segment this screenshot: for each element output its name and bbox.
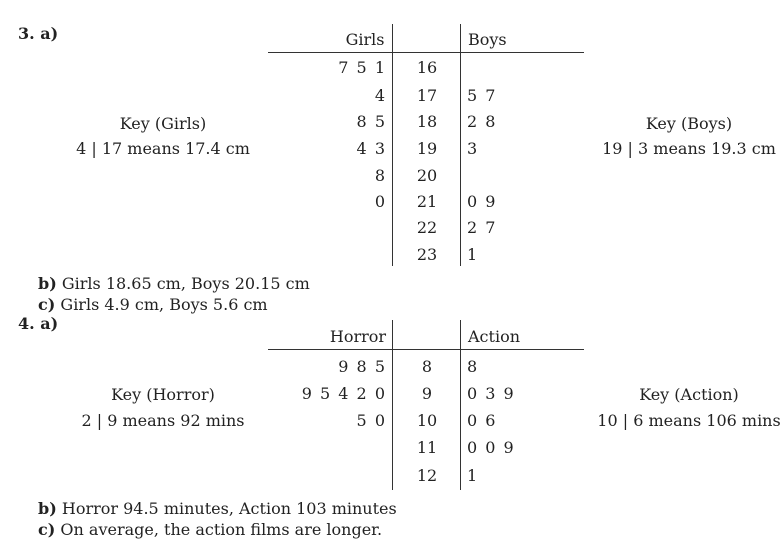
key-action-text: 10 | 6 means 106 mins — [597, 411, 781, 430]
stem-10: 10 — [416, 411, 438, 430]
q4-part-c: c) On average, the action films are longer. — [38, 520, 383, 539]
key-action-title: Key (Action) — [639, 385, 739, 404]
q4-right-divider — [460, 320, 461, 490]
stem-18: 18 — [416, 112, 438, 131]
key-boys-title: Key (Boys) — [645, 114, 733, 133]
q3-header-rule — [268, 52, 584, 53]
stem-23: 23 — [416, 245, 438, 264]
boys-leaf-23: 1 — [467, 245, 478, 264]
girls-leaf-18: 8 5 — [356, 112, 385, 131]
horror-leaf-8: 9 8 5 — [338, 357, 385, 376]
stem-17: 17 — [416, 86, 438, 105]
q3-left-divider — [392, 24, 393, 266]
girls-leaf-21: 0 — [374, 192, 385, 211]
stem-12: 12 — [416, 466, 438, 485]
boys-leaf-18: 2 8 — [467, 112, 496, 131]
stem-11: 11 — [416, 438, 438, 457]
action-leaf-9: 0 3 9 — [467, 384, 514, 403]
key-horror-text: 2 | 9 means 92 mins — [81, 411, 245, 430]
stem-8: 8 — [421, 357, 433, 376]
boys-header: Boys — [468, 30, 507, 49]
horror-header: Horror — [329, 327, 387, 346]
stem-20: 20 — [416, 166, 438, 185]
action-leaf-10: 0 6 — [467, 411, 496, 430]
boys-leaf-19: 3 — [467, 139, 478, 158]
q4-header-rule — [268, 349, 584, 350]
horror-leaf-9: 9 5 4 2 0 — [301, 384, 385, 403]
girls-leaf-19: 4 3 — [356, 139, 385, 158]
key-girls-title: Key (Girls) — [119, 114, 207, 133]
q4-left-divider — [392, 320, 393, 490]
key-horror-title: Key (Horror) — [111, 385, 215, 404]
q3-part-b: b) Girls 18.65 cm, Boys 20.15 cm — [38, 274, 310, 293]
q4-part-b: b) Horror 94.5 minutes, Action 103 minutes — [38, 499, 397, 518]
boys-leaf-17: 5 7 — [467, 86, 496, 105]
stem-22: 22 — [416, 218, 438, 237]
action-header: Action — [468, 327, 520, 346]
stem-21: 21 — [416, 192, 438, 211]
question-3-number: 3. a) — [18, 24, 59, 43]
action-leaf-11: 0 0 9 — [467, 438, 514, 457]
action-leaf-12: 1 — [467, 466, 478, 485]
girls-leaf-20: 8 — [374, 166, 385, 185]
boys-leaf-21: 0 9 — [467, 192, 496, 211]
q3-right-divider — [460, 24, 461, 266]
action-leaf-8: 8 — [467, 357, 478, 376]
key-boys-text: 19 | 3 means 19.3 cm — [602, 139, 776, 158]
girls-leaf-16: 7 5 1 — [338, 58, 385, 77]
horror-leaf-10: 5 0 — [356, 411, 385, 430]
stem-16: 16 — [416, 58, 438, 77]
stem-19: 19 — [416, 139, 438, 158]
question-4-number: 4. a) — [18, 314, 59, 333]
q3-part-c: c) Girls 4.9 cm, Boys 5.6 cm — [38, 295, 268, 314]
stem-9: 9 — [421, 384, 433, 403]
girls-leaf-17: 4 — [374, 86, 385, 105]
girls-header: Girls — [345, 30, 385, 49]
key-girls-text: 4 | 17 means 17.4 cm — [76, 139, 250, 158]
boys-leaf-22: 2 7 — [467, 218, 496, 237]
